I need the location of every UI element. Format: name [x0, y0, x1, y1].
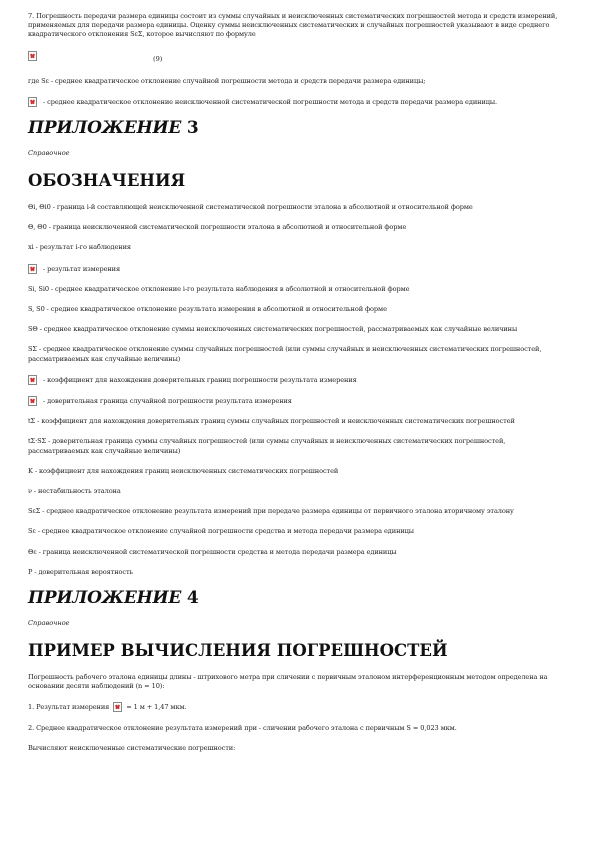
notation-item: Θ, Θ0 - граница неисключенной систематической погрешности эталона в абсолютной и относительной форме: [28, 223, 407, 232]
document-page: [28, 12, 568, 764]
appendix-4-number: 4: [186, 588, 199, 609]
formula-9: [28, 51, 568, 65]
notation-item: tΣ - коэффициент для нахождения доверительных границ суммы случайных погрешностей и неисключенных систематических погрешностей: [28, 417, 515, 426]
notation-item: SΘ - среднее квадратическое отклонение суммы неисключенных систематических погрешностей, рассматриваемых как случайные величины: [28, 325, 518, 334]
t-coefficient-image-icon: [28, 375, 37, 385]
example-step-3: Вычисляют неисключенные систематические погрешности:: [28, 743, 236, 752]
example-intro: Погрешность рабочего эталона единицы длины - штрихового метра при сличении с первичным эталоном интерференционным методом определена на основании десяти наблюдений (n = 10):: [28, 673, 548, 691]
step-1-text-after: = 1 м + 1,47 мкм.: [124, 703, 187, 712]
appendix-3-heading: [28, 118, 568, 138]
appendix-3-word: ПРИЛОЖЕНИЕ: [28, 118, 182, 139]
epsilon-symbol-image-icon: [28, 396, 37, 406]
appendix-4-title: ПРИМЕР ВЫЧИСЛЕНИЯ ПОГРЕШНОСТЕЙ: [28, 641, 448, 661]
notation-item: Sε - среднее квадратическое отклонение случайной погрешности средства и метода передачи размера единицы: [28, 527, 414, 536]
appendix-3-title: ОБОЗНАЧЕНИЯ: [28, 171, 186, 191]
notation-item: S, S0 - среднее квадратическое отклонение результата измерения в абсолютной и относительной форме: [28, 305, 387, 314]
appendix-3-subtitle: Справочное: [28, 149, 70, 158]
notation-item: [28, 396, 568, 406]
notation-item: P - доверительная вероятность: [28, 567, 134, 576]
appendix-4-word: ПРИЛОЖЕНИЕ: [28, 588, 182, 609]
notation-text: - коэффициент для нахождения доверительных границ погрешности результата измерения: [41, 375, 357, 384]
example-step-2: 2. Среднее квадратическое отклонение результата измерений при - сличении рабочего эталона с первичным S = 0,023 мкм.: [28, 723, 457, 732]
x-bar-symbol-image-icon: [28, 264, 37, 274]
notation-item: SΣ - среднее квадратическое отклонение суммы случайных погрешностей (или суммы случайных и неисключенных систематических погрешностей, рассматриваемых как случайные величины): [28, 345, 542, 363]
appendix-3-number: 3: [186, 118, 199, 139]
notation-item: [28, 375, 568, 385]
appendix-4-subtitle: Справочное: [28, 619, 70, 628]
formula-image-icon: [28, 51, 37, 61]
paragraph-7: 7. Погрешность передачи размера единицы состоит из суммы случайных и неисключенных систематических погрешностей метода и средств измерений, применяемых для передачи размера единицы. Оценку суммы неисключенных систематических и случайных погрешностей указывают в виде среднего квадратического отклонения SεΣ, которое вычисляют по формуле: [28, 12, 558, 39]
equation-number: (9): [153, 54, 163, 63]
theta-symbol-image-icon: [28, 97, 37, 107]
where-line: где Sε - среднее квадратическое отклонение случайной погрешности метода и средств передачи размера единицы;: [28, 76, 426, 85]
notation-item: Θε - граница неисключенной систематической погрешности средства и метода передачи размера единицы: [28, 547, 397, 556]
notation-text: - доверительная граница случайной погрешности результата измерения: [41, 397, 292, 406]
notation-item: Θi, Θi0 - граница i-й составляющей неисключенной систематической погрешности эталона в абсолютной и относительной форме: [28, 203, 473, 212]
notation-item: Si, Si0 - среднее квадратическое отклонение i-го результата наблюдения в абсолютной и относительной форме: [28, 284, 410, 293]
notation-item: K - коэффициент для нахождения границ неисключенных систематических погрешностей: [28, 466, 339, 475]
notation-item: SεΣ - среднее квадратическое отклонение результата измерений при передаче размера единицы от первичного эталона вторичному эталону: [28, 507, 514, 516]
theta-line-text: - среднее квадратическое отклонение неисключенной систематической погрешности метода и средств передачи размера единицы.: [41, 97, 497, 106]
notation-item: tΣ·SΣ - доверительная граница суммы случайных погрешностей (или суммы случайных и неисключенных систематических погрешностей, рассматриваемых как случайные величины): [28, 437, 506, 455]
notation-item: ν - нестабильность эталона: [28, 487, 121, 496]
step-1-text-before: 1. Результат измерения: [28, 703, 112, 712]
theta-line: [28, 97, 568, 107]
example-step-1: [28, 702, 568, 712]
appendix-4-heading: [28, 588, 568, 608]
notation-item: xi - результат i-го наблюдения: [28, 243, 131, 252]
notation-text: - результат измерения: [41, 264, 121, 273]
notation-item: [28, 264, 568, 274]
x-bar-inline-image-icon: [113, 702, 122, 712]
